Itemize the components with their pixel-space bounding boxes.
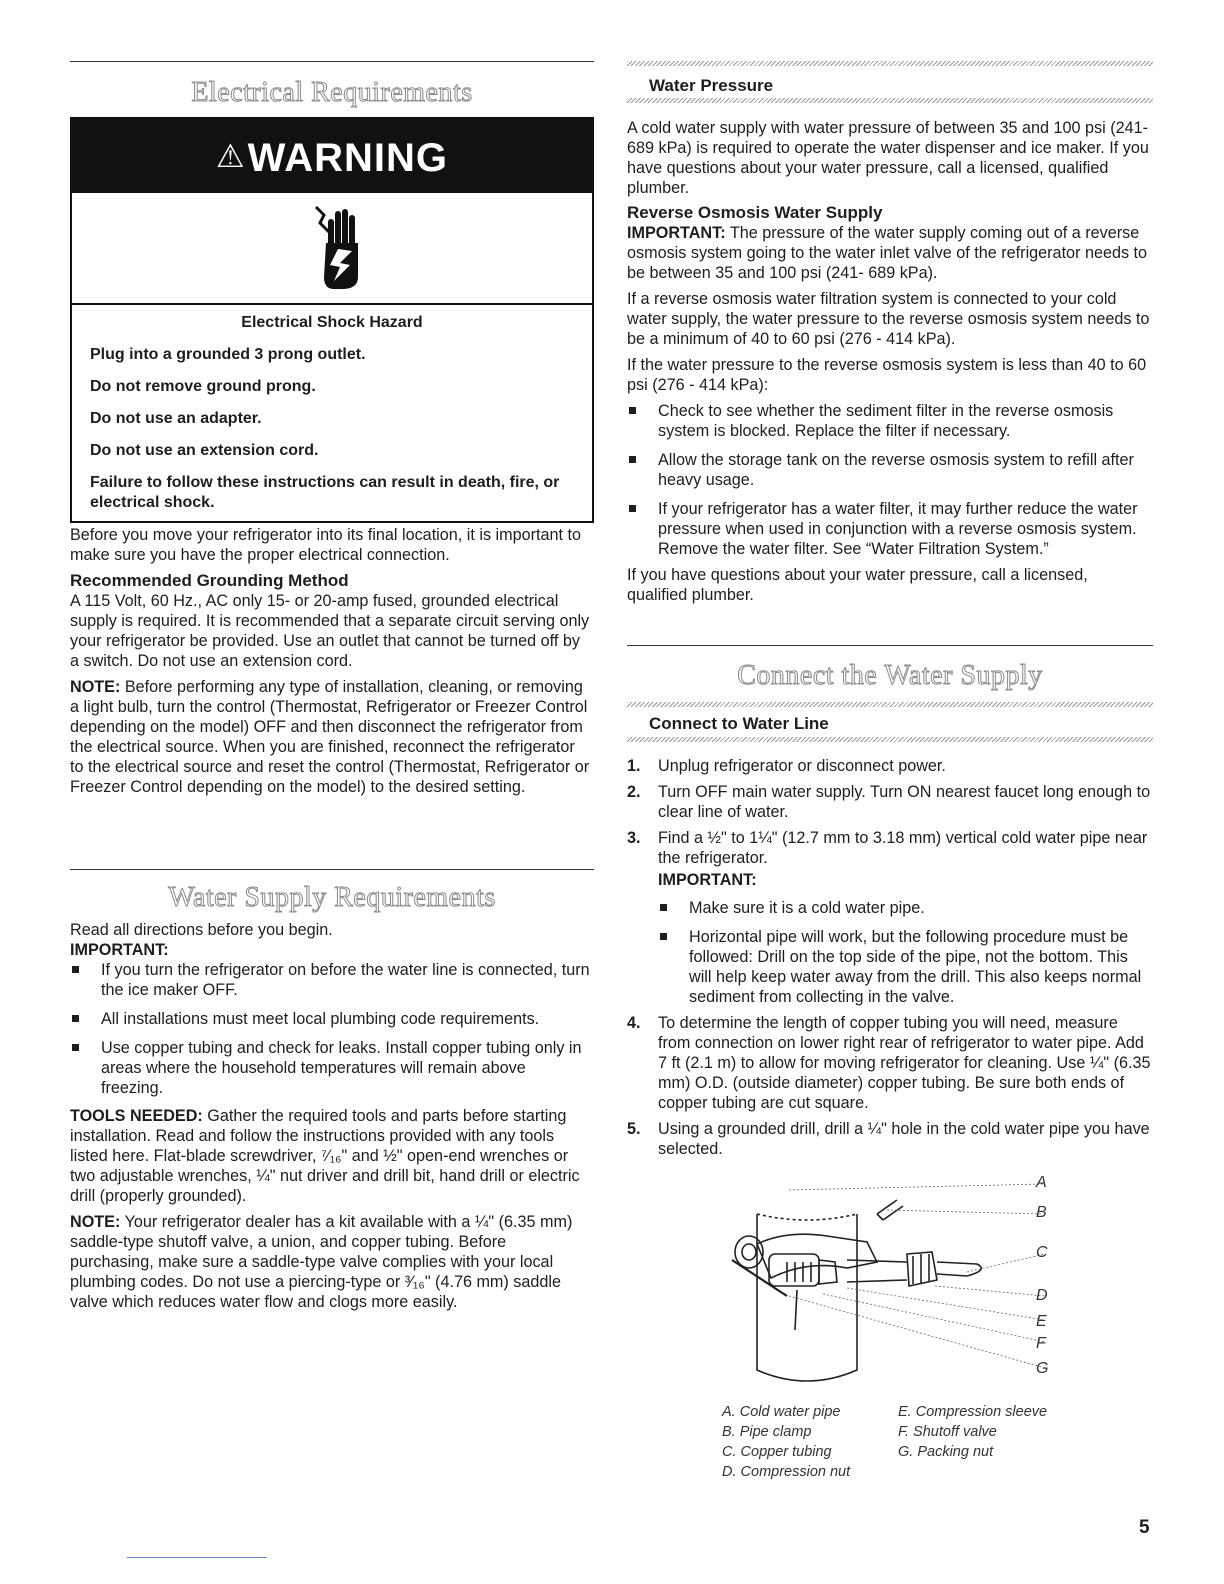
- kit-note: [70, 1212, 592, 1312]
- water-supply-intro: Read all directions before you begin.: [70, 921, 333, 939]
- list-item: Check to see whether the sediment filter in the reverse osmosis system is blocked. Replace the filter if necessary.: [627, 401, 1151, 441]
- step-item: 5. Using a grounded drill, drill a ¼" hole in the cold water pipe you have selected.: [627, 1120, 1150, 1158]
- section-rule: [627, 645, 1153, 646]
- step-item: 1. Unplug refrigerator or disconnect power.: [627, 757, 946, 775]
- warning-body: [72, 305, 592, 521]
- important-label: IMPORTANT:: [658, 871, 757, 889]
- water-supply-text-block: [70, 920, 592, 1312]
- note-text: Before performing any type of installation, cleaning, or removing a light bulb, turn the control (Thermostat, Refrigerator or Freezer Control depending on the model) OFF and then disconnect the refrigerator from the electrical source. When you are finished, reconnect the refrigerator to the electrical source and reset the control (Thermostat, Refrigerator or Freezer Control depending on the model) to the desired setting.: [70, 678, 590, 796]
- diagram-legend-right: [898, 1402, 1098, 1462]
- step-item: 2. Turn OFF main water supply. Turn ON nearest faucet long enough to clear line of water.: [627, 783, 1151, 821]
- connect-steps: [627, 756, 1151, 1159]
- important-label: IMPORTANT:: [627, 224, 726, 242]
- list-item: All installations must meet local plumbing code requirements.: [70, 1009, 592, 1029]
- diagram-label-e: E: [1036, 1313, 1047, 1330]
- diagram-legend-left: [722, 1402, 892, 1482]
- section-rule: [70, 61, 594, 62]
- legend-item: A. Cold water pipe: [722, 1404, 841, 1420]
- valve-handle: [732, 1260, 787, 1296]
- list-item: If you turn the refrigerator on before the water line is connected, turn the ice maker OFF.: [70, 960, 592, 1000]
- warning-triangle-icon: ⚠: [215, 138, 246, 174]
- hazard-line: Do not remove ground prong.: [90, 378, 316, 395]
- note-label: NOTE:: [70, 1213, 121, 1231]
- connect-water-line-heading: Connect to Water Line: [649, 714, 829, 733]
- legend-item: G. Packing nut: [898, 1444, 994, 1460]
- hatch-rule: [627, 737, 1153, 742]
- ro-closing: If you have questions about your water pressure, call a licensed, qualified plumber.: [627, 566, 1088, 604]
- water-pressure-block: [627, 118, 1151, 605]
- water-line-diagram: [727, 1170, 1057, 1392]
- list-item: Horizontal pipe will work, but the following procedure must be followed: Drill on the top side of the pipe, not the bottom. This will help keep water away from the drill. This also keeps normal sediment from collecting in the valve.: [658, 927, 1151, 1007]
- important-label: IMPORTANT:: [70, 941, 169, 959]
- clamp-knob: [735, 1236, 763, 1268]
- note-label: NOTE:: [70, 678, 121, 696]
- legend-item: B. Pipe clamp: [722, 1424, 812, 1440]
- warning-heading: WARNING: [247, 136, 448, 180]
- ro-important-text: The pressure of the water supply coming out of a reverse osmosis system going to the water inlet valve of the refrigerator needs to be between 35 and 100 psi (241- 689 kPa).: [627, 224, 1148, 282]
- tools-text: Gather the required tools and parts before starting installation. Read and follow the instructions provided with any tools listed here. Flat-blade screwdriver, ⁷⁄₁₆" and ½" open-end wrenches or two adjustable wrenches, ¼" nut driver and drill bit, hand drill or electric drill (properly grounded).: [70, 1107, 580, 1205]
- legend-item: D. Compression nut: [722, 1464, 851, 1480]
- warning-header: [72, 119, 592, 193]
- electric-shock-hand-icon: [72, 193, 592, 305]
- electrical-text-block: [70, 525, 590, 797]
- compression-nut: [907, 1252, 937, 1286]
- page-number: 5: [1139, 1517, 1150, 1538]
- hazard-line: Plug into a grounded 3 prong outlet.: [90, 346, 366, 363]
- diagram-label-c: C: [1036, 1244, 1048, 1261]
- diagram-label-d: D: [1036, 1287, 1048, 1304]
- hazard-line: Do not use an adapter.: [90, 410, 262, 427]
- hazard-title: Electrical Shock Hazard: [241, 314, 423, 331]
- ro-paragraph: If the water pressure to the reverse osmosis system is less than 40 to 60 psi (276 - 414 kPa):: [627, 356, 1147, 394]
- electrical-requirements-title: Electrical Requirements: [191, 77, 473, 108]
- tools-label: TOOLS NEEDED:: [70, 1107, 203, 1125]
- hatch-rule: [627, 702, 1153, 707]
- tools-needed: [70, 1106, 592, 1206]
- electrical-note: [70, 677, 590, 797]
- electrical-intro: Before you move your refrigerator into its final location, it is important to make sure you have the proper electrical connection.: [70, 526, 582, 564]
- reverse-osmosis-heading: Reverse Osmosis Water Supply: [627, 203, 883, 222]
- legend-item: F. Shutoff valve: [898, 1424, 997, 1440]
- list-item: If your refrigerator has a water filter, it may further reduce the water pressure when used in conjunction with a reverse osmosis system. Remove the water filter. See “Water Filtration System.”: [627, 499, 1151, 559]
- diagram-label-a: A: [1036, 1174, 1047, 1191]
- note-text: Your refrigerator dealer has a kit available with a ¼" (6.35 mm) saddle-type shutoff valve, a union, and copper tubing. Before purchasing, make sure a saddle-type valve complies with your local plumbing codes. Do not use a piercing-type or ³⁄₁₆" (4.76 mm) saddle valve which reduces water flow and clogs more easily.: [70, 1213, 573, 1311]
- shutoff-valve-diagram: [727, 1170, 1057, 1392]
- step-item: 3. Find a ½" to 1¼" (12.7 mm to 3.18 mm) vertical cold water pipe near the refrigerator.: [627, 829, 1148, 867]
- step-item: 4. To determine the length of copper tubing you will need, measure from connection on lower right rear of refrigerator to water pipe. Add 7 ft (2.1 m) to allow for moving refrigerator for cleaning. Use ¼" (6.35 mm) O.D. (outside diameter) copper tubing. Be sure both ends of copper tubing are cut square.: [627, 1014, 1151, 1112]
- ro-important: [627, 223, 1151, 283]
- diagram-label-g: G: [1036, 1360, 1049, 1377]
- copper-tubing: [847, 1260, 907, 1282]
- list-item: Use copper tubing and check for leaks. Install copper tubing only in areas where the household temperatures will remain above freezing.: [70, 1038, 592, 1098]
- grounding-heading: Recommended Grounding Method: [70, 571, 349, 590]
- warning-box: [70, 117, 594, 523]
- water-pressure-text: A cold water supply with water pressure of between 35 and 100 psi (241- 689 kPa) is required to operate the water dispenser and ice maker. If you have questions about your water pressure, call a licensed, qualified plumber.: [627, 119, 1149, 197]
- water-supply-requirements-title: Water Supply Requirements: [168, 882, 496, 913]
- list-item: Allow the storage tank on the reverse osmosis system to refill after heavy usage.: [627, 450, 1151, 490]
- section-rule: [70, 869, 594, 870]
- diagram-label-b: B: [1036, 1204, 1047, 1221]
- hatch-rule: [627, 61, 1153, 66]
- hazard-line: Failure to follow these instructions can result in death, fire, or electrical shock.: [90, 474, 560, 511]
- hazard-line: Do not use an extension cord.: [90, 442, 319, 459]
- grounding-text: A 115 Volt, 60 Hz., AC only 15- or 20-amp fused, grounded electrical supply is required. It is recommended that a separate circuit serving only your refrigerator be provided. Use an outlet that cannot be turned off by a switch. Do not use an extension cord.: [70, 592, 590, 670]
- diagram-label-f: F: [1036, 1335, 1046, 1352]
- footer-link-line: [127, 1557, 267, 1558]
- hatch-rule: [627, 98, 1153, 103]
- list-item: Make sure it is a cold water pipe.: [658, 898, 1151, 918]
- legend-item: C. Copper tubing: [722, 1444, 832, 1460]
- connect-water-supply-title: Connect the Water Supply: [737, 660, 1043, 691]
- ro-paragraph: If a reverse osmosis water filtration system is connected to your cold water supply, the water pressure to the reverse osmosis system needs to be a minimum of 40 to 60 psi (276 - 414 kPa).: [627, 290, 1150, 348]
- legend-item: E. Compression sleeve: [898, 1404, 1048, 1420]
- water-pressure-heading: Water Pressure: [649, 76, 774, 95]
